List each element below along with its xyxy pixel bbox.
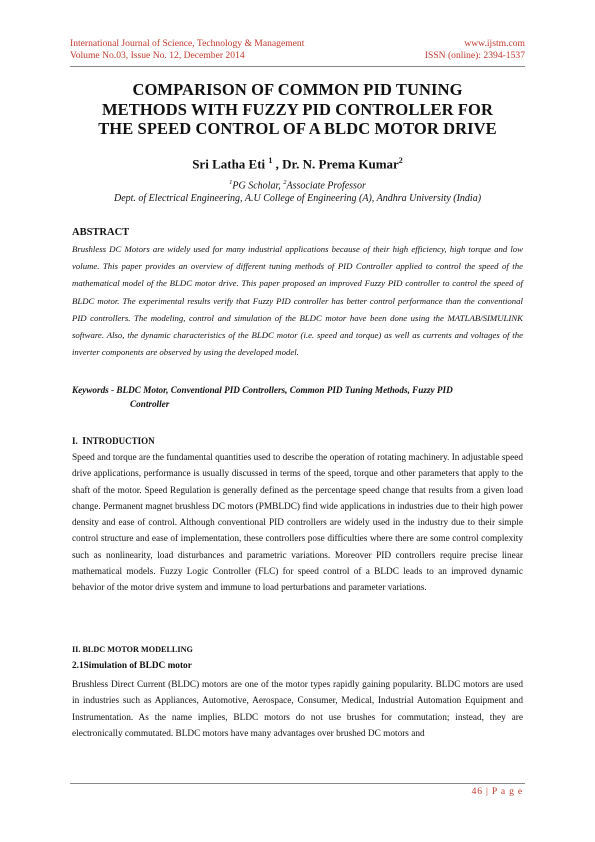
issn: ISSN (online): 2394-1537 [424,50,525,61]
author-1: Sri Latha Eti [192,156,266,172]
subsection-2-1-heading: 2.1Simulation of BLDC motor [72,661,192,671]
keywords-line-2: Controller [130,399,170,409]
journal-website[interactable]: www.ijstm.com [464,38,525,49]
title-line-2: METHODS WITH FUZZY PID CONTROLLER FOR [101,99,494,119]
role-2-mark: 2 [283,179,287,186]
journal-name: International Journal of Science, Technology & Management [70,38,305,49]
affiliation: Dept. of Electrical Engineering, A.U College of Engineering (A), Andhra University (India) [113,193,482,204]
running-header-left [70,38,304,62]
running-header-right [425,38,525,62]
role-2: Associate Professor [286,180,366,192]
section-1-title: NTRODUCTION [86,436,155,446]
author-separator: , [272,156,283,172]
section-1-body: Speed and torque are the fundamental quantities used to describe the operation of rotating machinery. In adjustable speed drive applications, performance is usually discussed in terms of the speed, torque and other parameters that apply to the shaft of the motor. Speed Regulation is generally defined as the percentage speed change that results from a given load change. Permanent magnet brushless DC motors (PMBLDC) find wide applications in industries due to their high power density and ease of control. Although conventional PID controllers are widely used in the industry due to their simple control structure and ease of implementation, these controllers pose difficulties where there are some control complexity such as nonlinearity, load disturbances and parametric variations. Moreover PID controllers require precise linear mathematical models. Fuzzy Logic Controller (FLC) for speed control of a BLDC leads to an improved dynamic behavior of the motor drive system and immune to load perturbations and parameter variations. [72,453,523,594]
abstract-text: Brushless DC Motors are widely used for many industrial applications because of their high efficiency, high torque and low volume. This paper provides an overview of different tuning methods of PID Controller applied to control the speed of the mathematical model of the BLDC motor drive. This paper proposed an improved Fuzzy PID controller to control the speed of BLDC motor. The experimental results verify that Fuzzy PID controller has better control performance than the conventional PID controllers. The modeling, control and simulation of the BLDC motor have been done using the MATLAB/SIMULINK software. Also, the dynamic characteristics of the BLDC motor (i.e. speed and torque) as well as currents and voltages of the inverter components are observed by using the developed model. [72,244,523,358]
author-line [0,156,595,172]
section-1-heading [72,436,155,447]
author-1-affiliation-mark: 1 [268,156,273,165]
author-2-affiliation-mark: 2 [398,156,403,165]
title-line-3: THE SPEED CONTROL OF A BLDC MOTOR DRIVE [98,119,497,138]
section-2-body: Brushless Direct Current (BLDC) motors are one of the motor types rapidly gaining popularity. BLDC motors are used in industries such as Appliances, Automotive, Aerospace, Consumer, Medical, Industrial Automation Equipment and Instrumentation. As the name implies, BLDC motors do not use brushes for commutation; instead, they are electronically commutated. BLDC motors have many advantages over brushed DC motors and [72,680,523,739]
author-2: Dr. N. Prema Kumar [282,156,399,172]
role-1-mark: 1 [229,179,233,186]
abstract-heading: ABSTRACT [72,227,130,238]
author-roles [0,179,595,191]
volume-info: Volume No.03, Issue No. 12, December 2014 [70,50,245,61]
keywords-line-1: Keywords - BLDC Motor, Conventional PID Controllers, Common PID Tuning Methods, Fuzzy PID [72,385,453,395]
header-rule [70,66,525,67]
section-2-heading: II. BLDC MOTOR MODELLING [72,645,193,654]
section-1-number: I. [72,436,78,446]
page-number: 46 | P a g e [471,786,523,797]
paper-title [60,80,535,139]
role-1: PG Scholar, [232,180,284,192]
title-line-1: COMPARISON OF COMMON PID TUNING [132,80,463,99]
footer-rule [70,783,525,784]
section-1-initial: I [82,436,87,447]
